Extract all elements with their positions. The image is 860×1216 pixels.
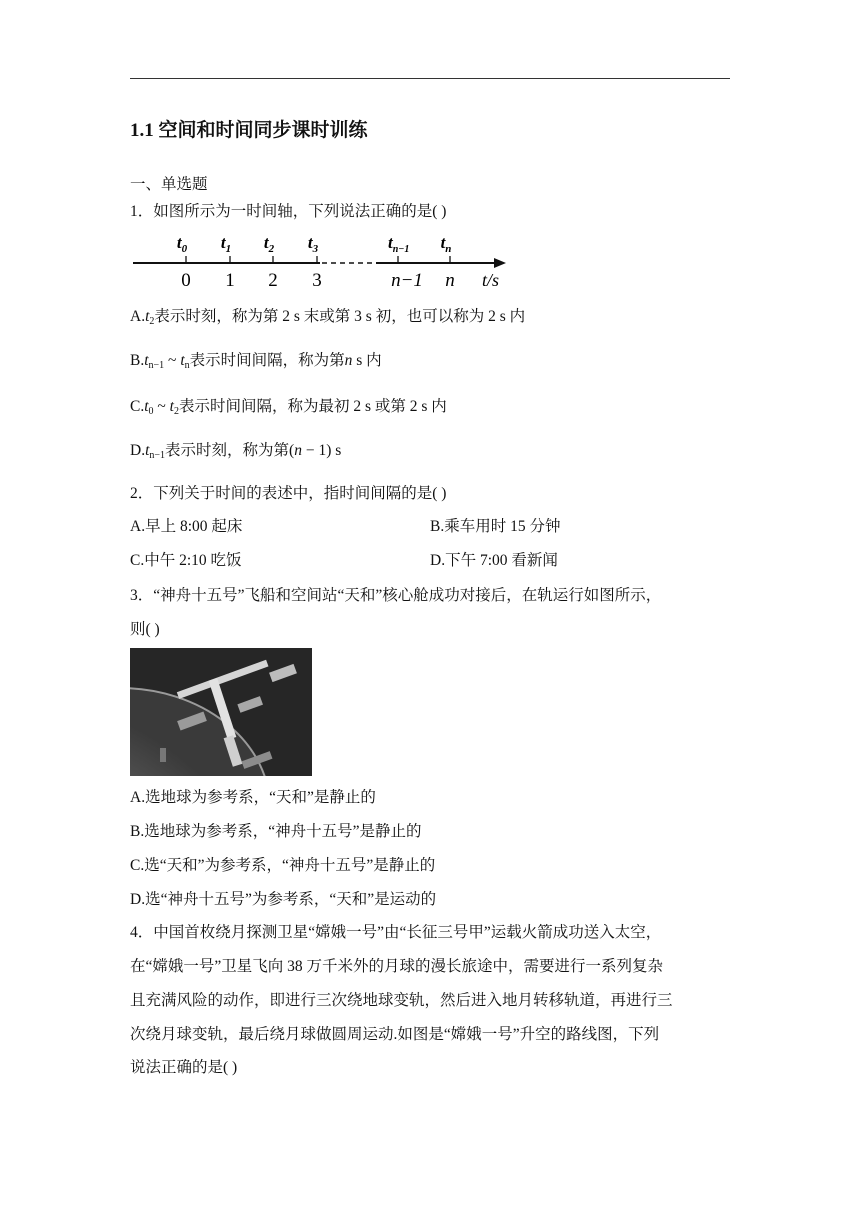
page-title: 1.1 空间和时间同步课时训练	[130, 120, 368, 141]
axis-unit-label: t/s	[482, 270, 500, 290]
tick-top-label: $t_3$	[307, 233, 319, 255]
tick-top-label: $t_2$	[263, 233, 275, 255]
tick-bottom-label: n	[445, 270, 455, 290]
q1-stem: 1．如图所示为一时间轴，下列说法正确的是( )	[130, 203, 447, 220]
tick-bottom-label: n−1	[391, 270, 423, 290]
tick-top-label: $t_n$	[440, 233, 452, 255]
space-station-illustration	[130, 648, 312, 776]
q4-stem-line1: 4．中国首枚绕月探测卫星“嫦娥一号”由“长征三号甲”运载火箭成功送入太空，	[130, 924, 662, 941]
q4-stem-line4: 次绕月球变轨，最后绕月球做圆周运动.如图是“嫦娥一号”升空的路线图，下列	[130, 1026, 660, 1043]
tick-top-label: $t_0$	[176, 233, 188, 255]
q2-option-b: B.乘车用时 15 分钟	[430, 518, 561, 535]
q3-option-c: C.选“天和”为参考系，“神舟十五号”是静止的	[130, 857, 436, 874]
space-station-photo	[130, 648, 312, 776]
q1-option-a: $A.t_2$表示时刻，称为第 2 s 末或第 3 s 初，也可以称为 2 s 内	[130, 308, 526, 327]
q3-stem-line2: 则( )	[130, 621, 160, 638]
q4-stem-line5: 说法正确的是( )	[130, 1059, 238, 1076]
timeline-figure	[130, 228, 510, 290]
q3-option-b: B.选地球为参考系，“神舟十五号”是静止的	[130, 823, 422, 840]
q1-option-b: $B.t_{n-1}$ ~ $t_n$表示时间间隔，称为第n s 内	[130, 352, 382, 371]
q3-option-a: A.选地球为参考系，“天和”是静止的	[130, 789, 376, 806]
tick-bottom-label: 1	[225, 270, 235, 290]
tick-top-label: $t_{n-1}$	[388, 233, 410, 255]
tick-bottom-label: 3	[312, 270, 322, 290]
q3-option-d: D.选“神舟十五号”为参考系，“天和”是运动的	[130, 891, 437, 908]
q3-stem-line1: 3．“神舟十五号”飞船和空间站“天和”核心舱成功对接后，在轨运行如图所示，	[130, 587, 662, 604]
q2-option-a: A.早上 8:00 起床	[130, 518, 243, 535]
q4-stem-line2: 在“嫦娥一号”卫星飞向 38 万千米外的月球的漫长旅途中，需要进行一系列复杂	[130, 958, 664, 975]
q1-option-c: $C.t_0$ ~ $t_2$表示时间间隔，称为最初 2 s 或第 2 s 内	[130, 398, 447, 417]
tick-top-label: $t_1$	[220, 233, 232, 255]
q2-option-c: C.中午 2:10 吃饭	[130, 552, 242, 569]
header-rule	[130, 78, 730, 79]
q4-stem-line3: 且充满风险的动作，即进行三次绕地球变轨，然后进入地月转移轨道，再进行三	[130, 992, 673, 1009]
section-heading: 一、单选题	[130, 176, 208, 193]
q2-option-d: D.下午 7:00 看新闻	[430, 552, 558, 569]
q2-stem: 2．下列关于时间的表述中，指时间间隔的是( )	[130, 485, 447, 502]
tick-bottom-label: 2	[268, 270, 278, 290]
q1-option-d: $D.t_{n-1}$表示时刻，称为第(n − 1) s	[130, 442, 342, 461]
tick-bottom-label: 0	[181, 270, 191, 290]
axis-arrow	[494, 258, 506, 268]
